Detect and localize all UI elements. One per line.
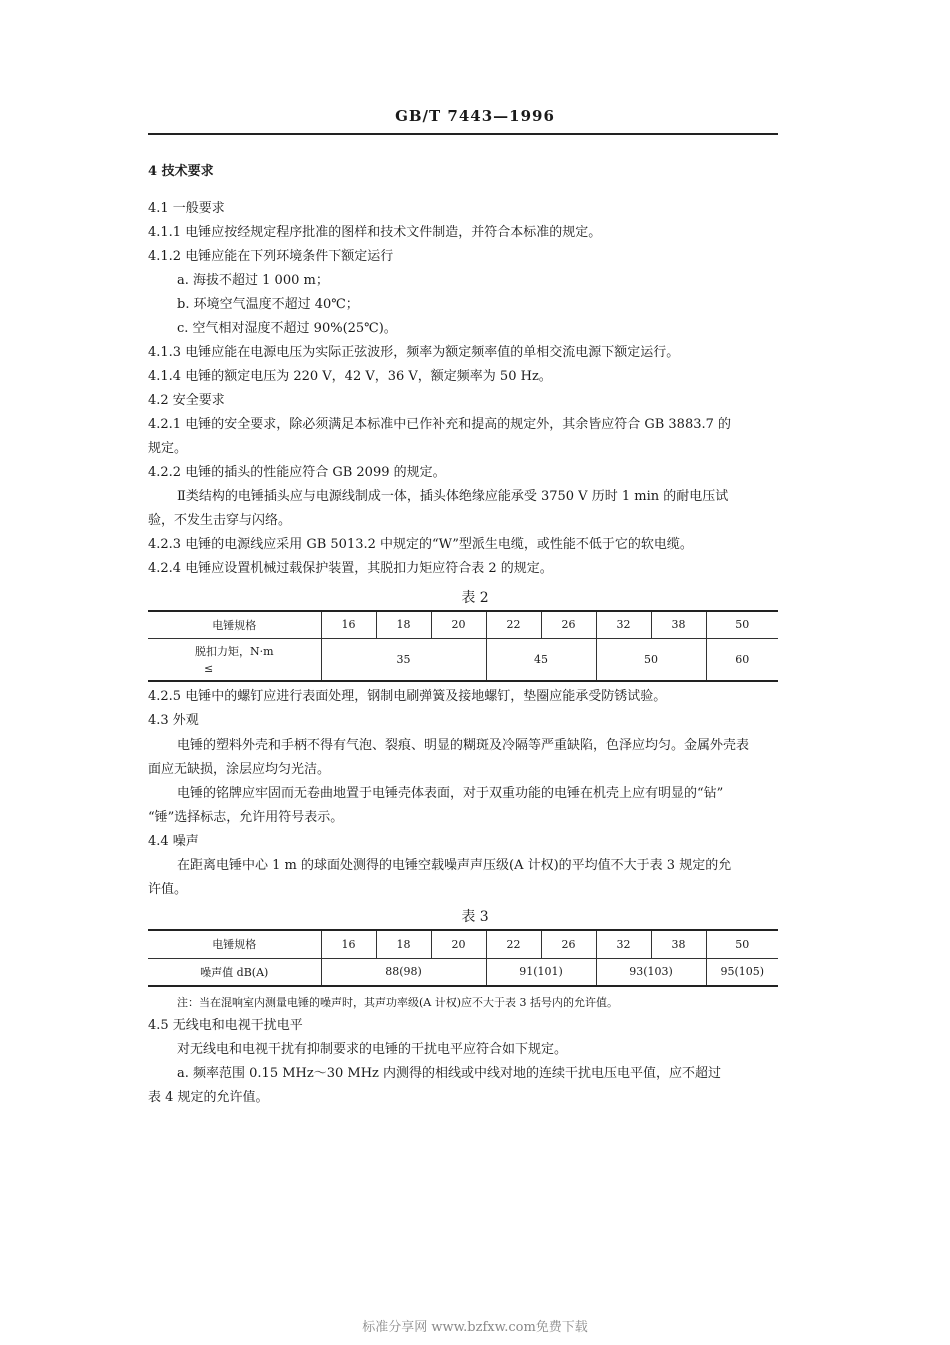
section-4-4-para-line-1: 在距离电锤中心 1 m 的球面处测得的电锤空载噪声声压级(A 计权)的平均值不大于表 3 规定的允: [177, 858, 732, 873]
clause-4-1-2-item-c: c. 空气相对湿度不超过 90%(25℃)。: [177, 321, 397, 336]
clause-4-2-2: 4.2.2 电锤的插头的性能应符合 GB 2099 的规定。: [148, 465, 446, 480]
table-3-note: 注：当在混响室内测量电锤的噪声时，其声功率级(A 计权)应不大于表 3 括号内的允许值。: [177, 996, 619, 1009]
table-2-value: 45: [486, 638, 596, 681]
table-2-value: 35: [321, 638, 486, 681]
section-4-5-heading: 4.5 无线电和电视干扰电平: [148, 1018, 303, 1033]
clause-4-1-2-item-b: b. 环境空气温度不超过 40℃；: [177, 297, 359, 312]
table-3-value: 93(103): [596, 958, 706, 986]
table-3-head-label: 电锤规格: [148, 930, 321, 958]
table-3-spec: 16: [321, 930, 376, 958]
table-2-spec: 16: [321, 611, 376, 638]
table-2: [148, 610, 778, 682]
table-3-spec: 38: [651, 930, 706, 958]
table-2-head-label: 电锤规格: [148, 611, 321, 638]
footer-watermark: 标准分享网 www.bzfxw.com免费下载: [362, 1320, 588, 1335]
section-4-3-heading: 4.3 外观: [148, 713, 199, 728]
clause-4-2-2-para-line-1: Ⅱ类结构的电锤插头应与电源线制成一体，插头体绝缘应能承受 3750 V 历时 1 min 的耐电压试: [177, 489, 729, 504]
table-2-row-label-line-1: 脱扣力矩，N·m: [194, 645, 274, 659]
clause-4-1-3: 4.1.3 电锤应能在电源电压为实际正弦波形，频率为额定频率值的单相交流电源下额定运行。: [148, 345, 680, 360]
table-2-spec: 18: [376, 611, 431, 638]
clause-4-2-2-para-line-2: 验，不发生击穿与闪络。: [148, 513, 292, 528]
section-4-heading: 4 技术要求: [148, 164, 214, 179]
table-3: [148, 929, 778, 987]
table-2-spec: 20: [431, 611, 486, 638]
table-3-spec: 26: [541, 930, 596, 958]
clause-4-2-1-line-1: 4.2.1 电锤的安全要求，除必须满足本标准中已作补充和提高的规定外，其余皆应符合 GB 3883.7 的: [148, 417, 732, 432]
section-4-5-item-a-line-1: a. 频率范围 0.15 MHz～30 MHz 内测得的相线或中线对地的连续干扰电压电平值，应不超过: [177, 1066, 722, 1081]
table-2-spec: 50: [706, 611, 778, 638]
table-3-spec: 18: [376, 930, 431, 958]
section-4-1-heading: 4.1 一般要求: [148, 201, 225, 216]
table-2-row-label-line-2: ≤: [204, 662, 214, 676]
section-4-2-heading: 4.2 安全要求: [148, 393, 225, 408]
clause-4-1-2: 4.1.2 电锤应能在下列环境条件下额定运行: [148, 249, 394, 264]
table-3-value: 91(101): [486, 958, 596, 986]
table-2-spec: 26: [541, 611, 596, 638]
table-2-spec: 32: [596, 611, 651, 638]
table-3-spec: 50: [706, 930, 778, 958]
table-2-row-label: [148, 638, 321, 681]
table-3-value: 95(105): [706, 958, 778, 986]
header-rule: [148, 133, 778, 135]
section-4-3-para-1-line-1: 电锤的塑料外壳和手柄不得有气泡、裂痕、明显的糊斑及冷隔等严重缺陷，色泽应均匀。金属外壳表: [177, 738, 750, 753]
clause-4-2-4: 4.2.4 电锤应设置机械过载保护装置，其脱扣力矩应符合表 2 的规定。: [148, 561, 553, 576]
table-3-spec: 20: [431, 930, 486, 958]
table-3-spec: 22: [486, 930, 541, 958]
table-3-row-label: 噪声值 dB(A): [148, 958, 321, 986]
document-header: GB/T 7443—1996: [395, 107, 555, 125]
section-4-4-para-line-2: 许值。: [148, 882, 188, 897]
clause-4-1-1: 4.1.1 电锤应按经规定程序批准的图样和技术文件制造，并符合本标准的规定。: [148, 225, 602, 240]
table-2-spec: 38: [651, 611, 706, 638]
section-4-3-para-1-line-2: 面应无缺损，涂层应均匀光洁。: [148, 762, 331, 777]
clause-4-1-4: 4.1.4 电锤的额定电压为 220 V，42 V，36 V，额定频率为 50 Hz。: [148, 369, 552, 384]
clause-4-2-1-line-2: 规定。: [148, 441, 188, 456]
table-3-value: 88(98): [321, 958, 486, 986]
section-4-5-item-a-line-2: 表 4 规定的允许值。: [148, 1090, 269, 1105]
section-4-4-heading: 4.4 噪声: [148, 834, 199, 849]
clause-4-2-5: 4.2.5 电锤中的螺钉应进行表面处理，钢制电刷弹簧及接地螺钉，垫圈应能承受防锈试验。: [148, 689, 667, 704]
table-2-spec: 22: [486, 611, 541, 638]
table-2-value: 50: [596, 638, 706, 681]
table-3-spec: 32: [596, 930, 651, 958]
clause-4-2-3: 4.2.3 电锤的电源线应采用 GB 5013.2 中规定的“W”型派生电缆，或性能不低于它的软电缆。: [148, 537, 693, 552]
section-4-5-para: 对无线电和电视干扰有抑制要求的电锤的干扰电平应符合如下规定。: [177, 1042, 568, 1057]
section-4-3-para-2-line-2: “锤”选择标志，允许用符号表示。: [148, 810, 344, 825]
table-2-caption: 表 2: [461, 590, 489, 606]
table-2-value: 60: [706, 638, 778, 681]
table-3-caption: 表 3: [461, 909, 489, 925]
section-4-3-para-2-line-1: 电锤的铭牌应牢固而无卷曲地置于电锤壳体表面，对于双重功能的电锤在机壳上应有明显的“钻”: [177, 786, 724, 801]
clause-4-1-2-item-a: a. 海拔不超过 1 000 m；: [177, 273, 329, 288]
